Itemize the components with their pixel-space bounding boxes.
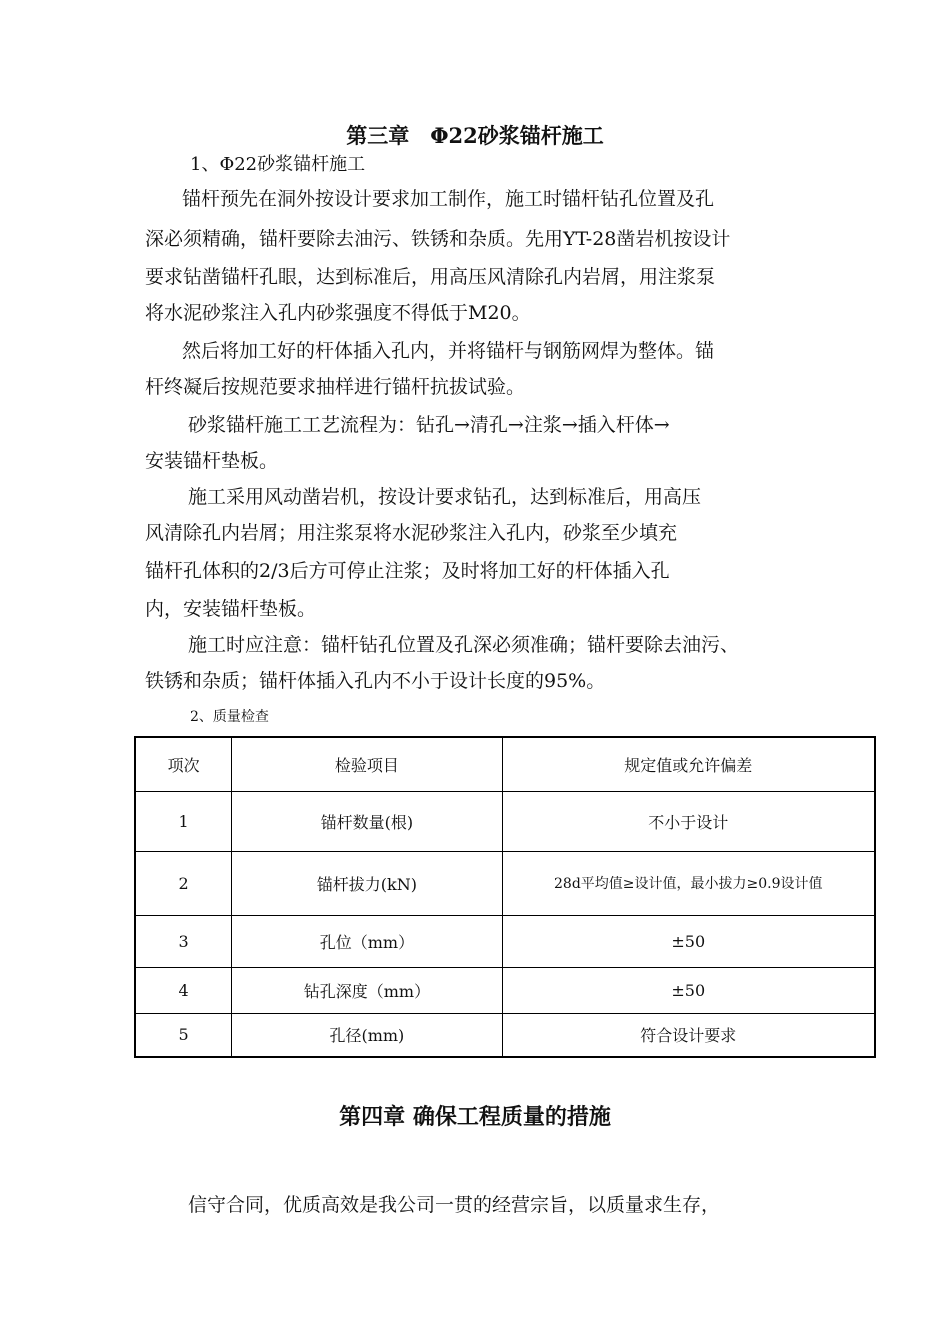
table-header-cell: 项次 bbox=[135, 737, 232, 791]
table-cell: 符合设计要求 bbox=[502, 1013, 875, 1057]
paragraph-line: 铁锈和杂质；锚杆体插入孔内不小于设计长度的95%。 bbox=[145, 670, 606, 692]
chapter-4-title: 第四章 确保工程质量的措施 bbox=[339, 1104, 611, 1130]
paragraph-line: 锚杆孔体积的2/3后方可停止注浆；及时将加工好的杆体插入孔 bbox=[145, 560, 670, 582]
table-cell: ±50 bbox=[502, 967, 875, 1013]
table-cell: 1 bbox=[135, 791, 232, 851]
paragraph-line: 杆终凝后按规范要求抽样进行锚杆抗拔试验。 bbox=[145, 376, 526, 398]
section-1-heading: 1、Φ22砂浆锚杆施工 bbox=[190, 154, 366, 175]
chapter-3-title: 第三章 Φ22砂浆锚杆施工 bbox=[346, 123, 604, 148]
table-cell: ±50 bbox=[502, 915, 875, 967]
paragraph-line: 内，安装锚杆垫板。 bbox=[145, 598, 317, 620]
paragraph-line: 将水泥砂浆注入孔内砂浆强度不得低于M20。 bbox=[145, 302, 531, 324]
table-row bbox=[135, 1013, 875, 1057]
table-cell: 3 bbox=[135, 915, 232, 967]
table-cell: 孔位（mm） bbox=[232, 915, 502, 967]
table-cell: 钻孔深度（mm） bbox=[232, 967, 502, 1013]
table-cell: 锚杆拔力(kN) bbox=[232, 851, 502, 915]
table-header-row bbox=[135, 737, 875, 791]
section-2-heading: 2、质量检查 bbox=[190, 709, 269, 725]
table-row bbox=[135, 967, 875, 1013]
paragraph-line: 要求钻凿锚杆孔眼，达到标准后，用高压风清除孔内岩屑，用注浆泵 bbox=[145, 266, 716, 288]
paragraph-line: 然后将加工好的杆体插入孔内，并将锚杆与钢筋网焊为整体。锚 bbox=[182, 340, 715, 362]
table-cell: 不小于设计 bbox=[502, 791, 875, 851]
table-row bbox=[135, 851, 875, 915]
table-cell: 28d平均值≥设计值，最小拔力≥0.9设计值 bbox=[502, 851, 875, 915]
table-header-cell: 检验项目 bbox=[232, 737, 502, 791]
paragraph-line: 信守合同，优质高效是我公司一贯的经营宗旨，以质量求生存， bbox=[188, 1194, 721, 1216]
paragraph-line: 深必须精确，锚杆要除去油污、铁锈和杂质。先用YT-28凿岩机按设计 bbox=[145, 228, 731, 250]
paragraph-line: 施工时应注意：锚杆钻孔位置及孔深必须准确；锚杆要除去油污、 bbox=[188, 634, 740, 656]
quality-check-table bbox=[134, 736, 876, 1058]
paragraph-line: 风清除孔内岩屑；用注浆泵将水泥砂浆注入孔内，砂浆至少填充 bbox=[145, 522, 678, 544]
paragraph-line: 砂浆锚杆施工工艺流程为：钻孔→清孔→注浆→插入杆体→ bbox=[188, 414, 670, 436]
paragraph-line: 施工采用风动凿岩机，按设计要求钻孔，达到标准后，用高压 bbox=[188, 486, 702, 508]
paragraph-line: 锚杆预先在洞外按设计要求加工制作，施工时锚杆钻孔位置及孔 bbox=[182, 188, 715, 210]
table-row bbox=[135, 791, 875, 851]
table-row bbox=[135, 915, 875, 967]
paragraph-line: 安装锚杆垫板。 bbox=[145, 450, 279, 472]
table-header-cell: 规定值或允许偏差 bbox=[502, 737, 875, 791]
table-cell: 锚杆数量(根) bbox=[232, 791, 502, 851]
table-cell: 孔径(mm) bbox=[232, 1013, 502, 1057]
table-cell: 2 bbox=[135, 851, 232, 915]
table-cell: 5 bbox=[135, 1013, 232, 1057]
table-cell: 4 bbox=[135, 967, 232, 1013]
